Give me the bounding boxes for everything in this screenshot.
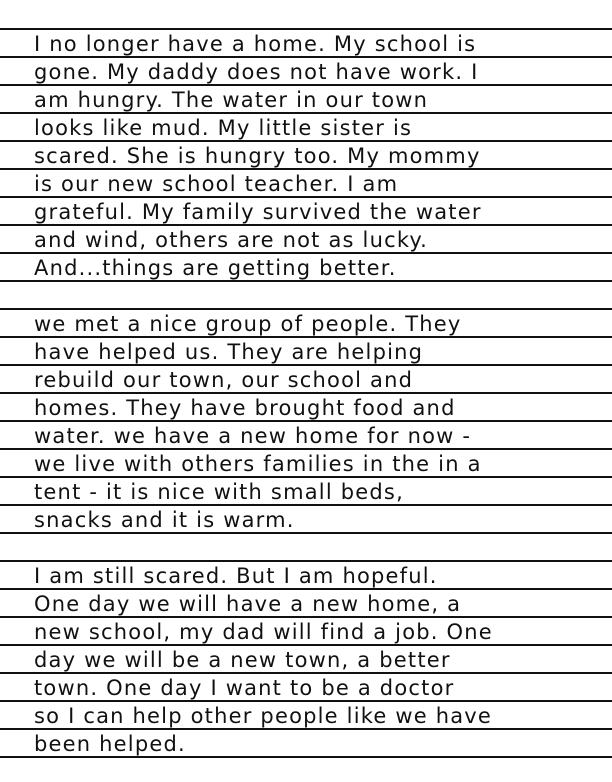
text-line: been helped. bbox=[34, 732, 186, 756]
text-line: water. we have a new home for now - bbox=[34, 424, 472, 448]
text-line: One day we will have a new home, a bbox=[34, 592, 462, 616]
text-line: we live with others families in the in a bbox=[34, 452, 482, 476]
text-line: grateful. My family survived the water bbox=[34, 200, 482, 224]
text-line: homes. They have brought food and bbox=[34, 396, 456, 420]
text-line: And...things are getting better. bbox=[34, 256, 397, 280]
text-line: new school, my dad will find a job. One bbox=[34, 620, 493, 644]
text-line: town. One day I want to be a doctor bbox=[34, 676, 455, 700]
text-line: so I can help other people like we have bbox=[34, 704, 493, 728]
text-line: tent - it is nice with small beds, bbox=[34, 480, 404, 504]
text-line: snacks and it is warm. bbox=[34, 508, 295, 532]
text-line: rebuild our town, our school and bbox=[34, 368, 414, 392]
text-line: and wind, others are not as lucky. bbox=[34, 228, 428, 252]
text-line: is our new school teacher. I am bbox=[34, 172, 399, 196]
text-line: we met a nice group of people. They bbox=[34, 312, 462, 336]
text-line: am hungry. The water in our town bbox=[34, 88, 429, 112]
text-line: scared. She is hungry too. My mommy bbox=[34, 144, 481, 168]
text-line: day we will be a new town, a better bbox=[34, 648, 451, 672]
text-line: I am still scared. But I am hopeful. bbox=[34, 564, 438, 588]
text-line: gone. My daddy does not have work. I bbox=[34, 60, 479, 84]
text-line: I no longer have a home. My school is bbox=[34, 32, 477, 56]
text-line: looks like mud. My little sister is bbox=[34, 116, 413, 140]
text-line: have helped us. They are helping bbox=[34, 340, 424, 364]
